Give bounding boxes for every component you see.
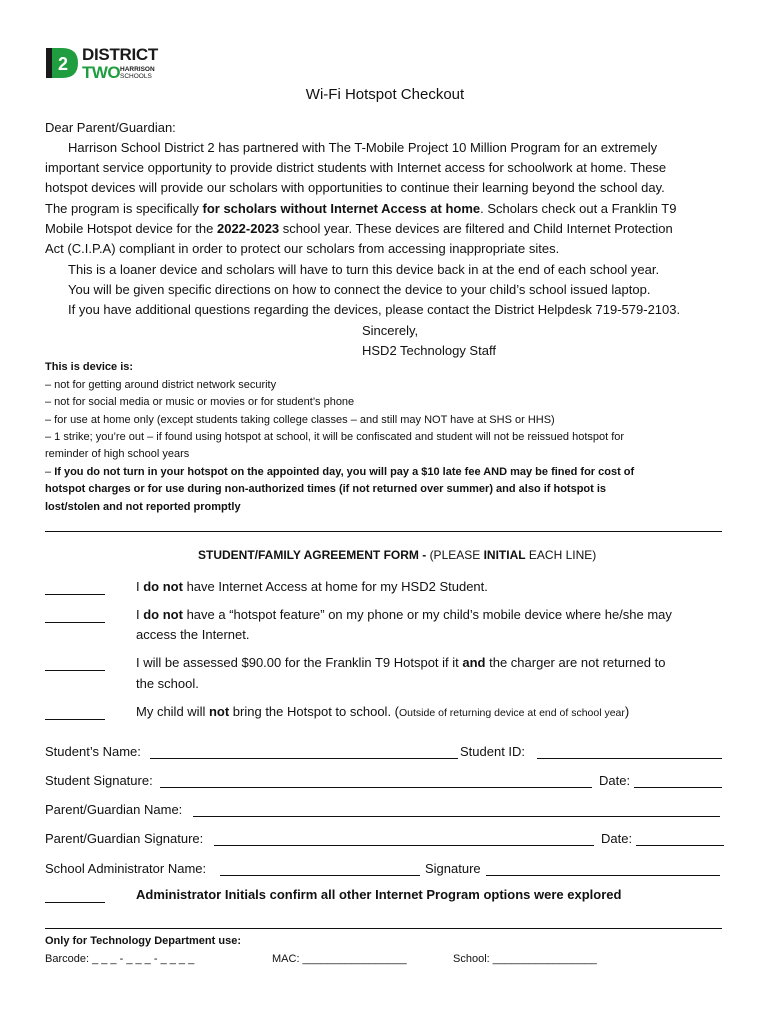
initial-field[interactable] [45,719,105,720]
student-name-label: Student’s Name: [45,744,141,759]
divider [45,531,722,532]
letter-line: hotspot devices will provide our scholars with opportunities to continue their learning beyond the school day. [45,180,665,195]
logo-district-text: DISTRICT [82,45,158,64]
logo-harrison-text: HARRISON [120,66,155,73]
agreement-note: EACH LINE) [525,548,597,562]
letter-text: school year. These devices are filtered and Child Internet Protection [279,221,673,236]
date-field[interactable] [634,787,722,788]
svg-text:2: 2 [57,54,69,74]
letter-line [45,221,673,237]
initial-field[interactable] [45,670,105,671]
letter-line: important service opportunity to provide district students with Internet access for schoolwork at home. These [45,160,667,175]
parent-name-field[interactable] [193,816,720,817]
agreement-note-emphasis: INITIAL [483,548,526,562]
item-emphasis: do not [143,579,183,594]
item-text: My child will [136,704,209,719]
rule-item: – for use at home only (except students taking college classes – and still may NOT have at SHS or HHS) [45,414,555,426]
agreement-note: (PLEASE [429,548,484,562]
rule-item: – not for getting around district network security [45,379,277,391]
letter-emphasis: 2022-2023 [216,221,280,236]
agreement-item [136,607,672,623]
student-id-field[interactable] [537,758,722,759]
agreement-item [136,579,488,595]
letter-line: Act (C.I.P.A) compliant in order to protect our scholars from accessing inappropriate sites. [45,241,560,256]
item-text: the charger are not returned to [485,655,666,670]
rule-item-cont: hotspot charges or for use during non-authorized times (if not returned over summer) and also if hotspot is [45,483,607,495]
agreement-item-cont: the school. [136,676,199,691]
admin-name-label: School Administrator Name: [45,861,207,876]
rule-emphasis: If you do not turn in your hotspot on the appointed day, you will pay a $10 late fee AND may be fined for cost of [54,466,635,478]
item-text: I [136,579,144,594]
letter-line: Harrison School District 2 has partnered with The T-Mobile Project 10 Million Program for an extremely [68,140,658,155]
letter-line: If you have additional questions regarding the devices, please contact the District Helpdesk 719-579-2103. [68,302,681,317]
rule-item-cont: lost/stolen and not reported promptly [45,501,241,513]
rule-dash: – [45,466,55,478]
agreement-heading [198,548,596,562]
student-signature-field[interactable] [160,787,592,788]
agreement-item [136,704,629,721]
date-field[interactable] [636,845,724,846]
logo-two-text: TWO [82,63,121,82]
rule-item [45,465,634,479]
item-emphasis: and [462,655,486,670]
agreement-item-cont: access the Internet. [136,627,250,642]
page-title: Wi-Fi Hotspot Checkout [305,86,465,103]
tech-heading: Only for Technology Department use: [45,935,241,947]
logo-schools-text: SCHOOLS [120,73,152,80]
salutation: Dear Parent/Guardian: [45,120,176,135]
item-emphasis: do not [143,607,183,622]
item-text: bring the Hotspot to school. ( [229,704,399,719]
signature-field[interactable] [486,875,720,876]
rule-item: – 1 strike; you’re out – if found using hotspot at school, it will be confiscated and student will not be reissued hotspot for [45,431,625,443]
item-text: I will be assessed $90.00 for the Franklin T9 Hotspot if it [136,655,463,670]
district-logo [44,44,158,86]
parent-signature-field[interactable] [214,845,594,846]
letter-text: Mobile Hotspot device for the [45,221,217,236]
parent-signature-label: Parent/Guardian Signature: [45,831,204,846]
item-text: have a “hotspot feature” on my phone or my child’s mobile device where he/she may [182,607,672,622]
letter-text: . Scholars check out a Franklin T9 [480,201,677,216]
mac-field[interactable]: MAC: _________________ [272,953,407,965]
initial-field[interactable] [45,902,105,903]
letter-text: The program is specifically [45,201,203,216]
closing: Sincerely, [362,323,419,338]
item-text: I [136,607,144,622]
item-text: have Internet Access at home for my HSD2 Student. [182,579,488,594]
agreement-item [136,655,665,671]
signoff: HSD2 Technology Staff [362,343,496,358]
district-two-logo-icon [44,44,80,82]
rule-item-cont: reminder of high school years [45,448,190,460]
agreement-title: STUDENT/FAMILY AGREEMENT FORM - [198,548,430,562]
admin-name-field[interactable] [220,875,420,876]
rule-item: – not for social media or music or movies or for student’s phone [45,396,355,408]
letter-line: This is a loaner device and scholars will have to turn this device back in at the end of each school year. [68,262,660,277]
letter-line [45,201,676,217]
letter-emphasis: for scholars without Internet Access at home [202,201,481,216]
signature-label: Signature [425,861,481,876]
admin-initials-text: Administrator Initials confirm all other Internet Program options were explored [136,887,622,902]
item-emphasis: not [208,704,230,719]
initial-field[interactable] [45,622,105,623]
student-signature-label: Student Signature: [45,773,153,788]
student-id-label: Student ID: [460,744,526,759]
parent-name-label: Parent/Guardian Name: [45,802,183,817]
school-field[interactable]: School: _________________ [453,953,597,965]
barcode-field[interactable]: Barcode: _ _ _ - _ _ _ - _ _ _ _ [45,953,195,965]
date-label: Date: [599,773,631,788]
divider [45,928,722,929]
item-text: ) [624,704,630,719]
date-label: Date: [601,831,633,846]
rules-heading: This is device is: [45,361,134,373]
student-name-field[interactable] [150,758,458,759]
initial-field[interactable] [45,594,105,595]
letter-line: You will be given specific directions on how to connect the device to your child’s school issued laptop. [68,282,651,297]
item-note: Outside of returning device at end of school year [399,707,625,719]
